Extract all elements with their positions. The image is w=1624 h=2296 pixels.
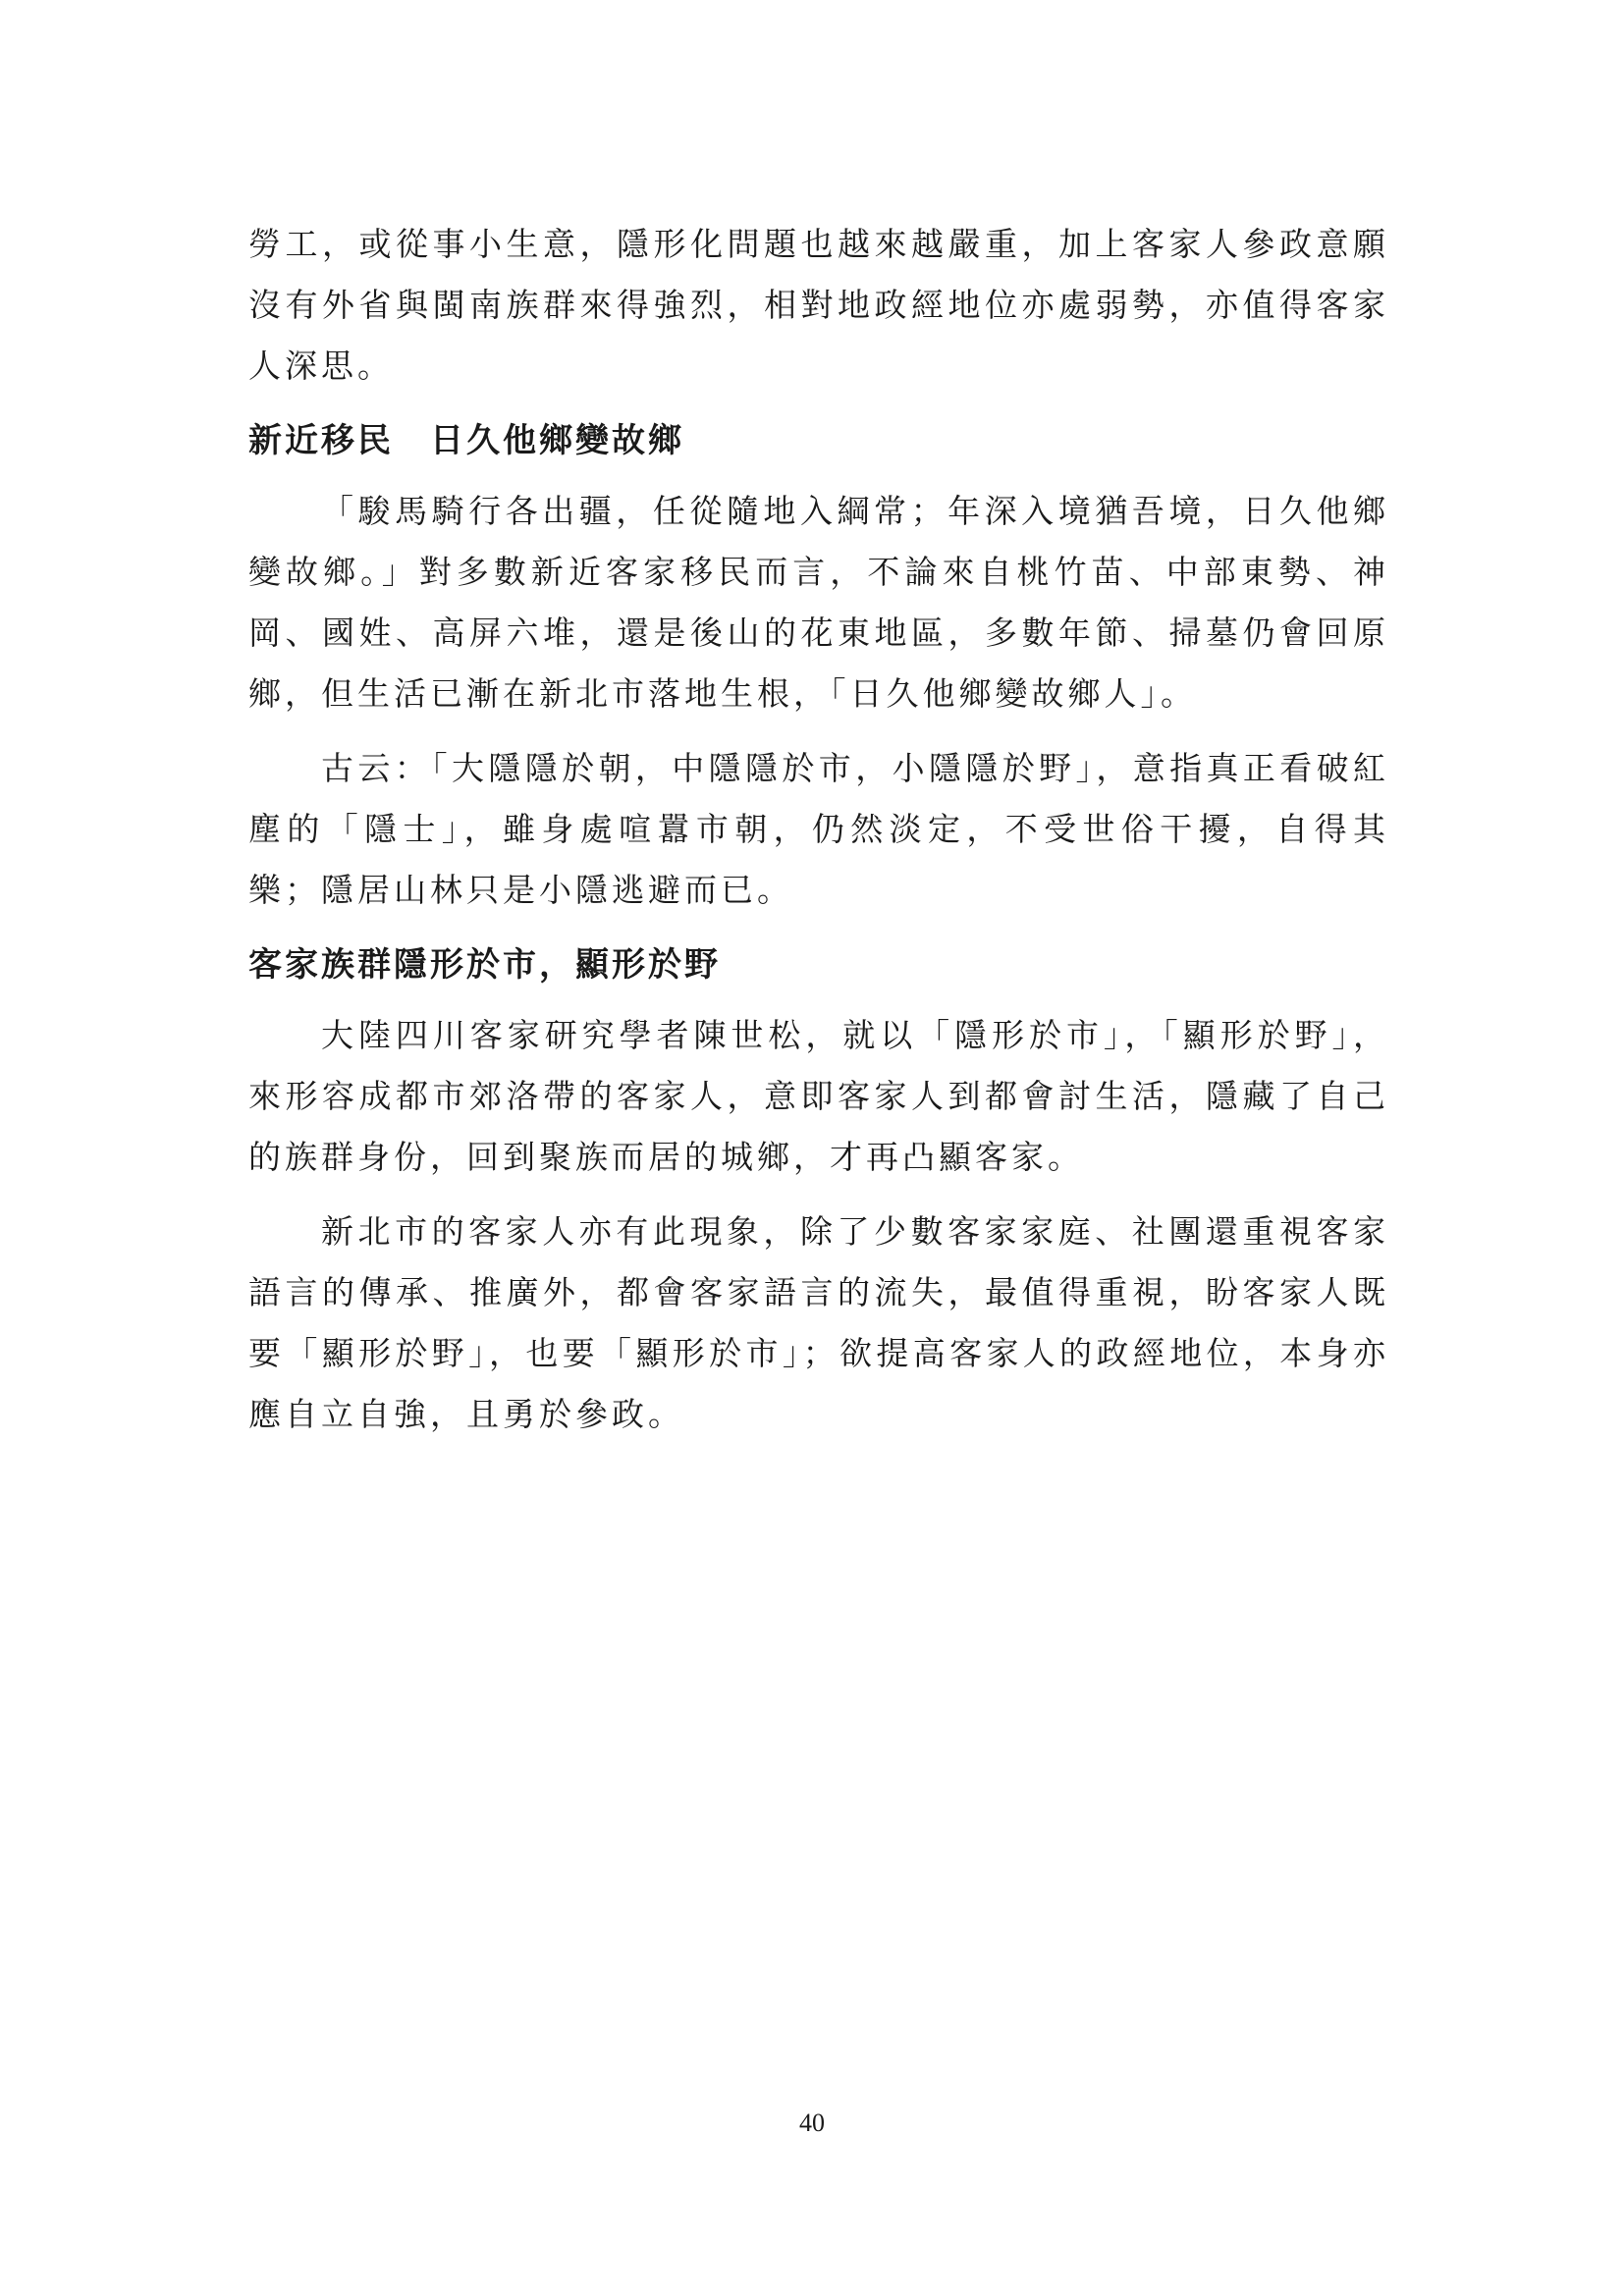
paragraph-3: 古云：「大隱隱於朝，中隱隱於市，小隱隱於野」，意指真正看破紅塵的「隱士」，雖身處喧囂市朝，仍然淡定，不受世俗干擾，自得其樂；隱居山林只是小隱逃避而已。 [248,749,1389,909]
section-heading-new-immigrants: 新近移民 日久他鄉變故鄉 [248,421,684,460]
paragraph-4: 大陸四川客家研究學者陳世松，就以「隱形於市」，「顯形於野」，來形容成都市郊洛帶的客家人，意即客家人到都會討生活，隱藏了自己的族群身份，回到聚族而居的城鄉，才再凸顯客家。 [248,1016,1389,1176]
paragraph-5: 新北市的客家人亦有此現象，除了少數客家家庭、社團還重視客家語言的傳承、推廣外，都會客家語言的流失，最值得重視，盼客家人既要「顯形於野」，也要「顯形於市」；欲提高客家人的政經地位，本身亦應自立自強，且勇於參政。 [248,1212,1389,1433]
document-body [248,214,1389,1445]
page-number: 40 [799,2109,825,2137]
paragraph-1: 勞工，或從事小生意，隱形化問題也越來越嚴重，加上客家人參政意願沒有外省與閩南族群來得強烈，相對地政經地位亦處弱勢，亦值得客家人深思。 [248,225,1389,385]
section-heading-hakka-hidden: 客家族群隱形於市，顯形於野 [248,945,721,985]
paragraph-2: 「駿馬騎行各出疆，任從隨地入綱常；年深入境猶吾境，日久他鄉變故鄉。」對多數新近客家移民而言，不論來自桃竹苗、中部東勢、神岡、國姓、高屏六堆，還是後山的花東地區，多數年節、掃墓仍會回原鄉，但生活已漸在新北市落地生根，「日久他鄉變故鄉人」。 [248,492,1389,713]
